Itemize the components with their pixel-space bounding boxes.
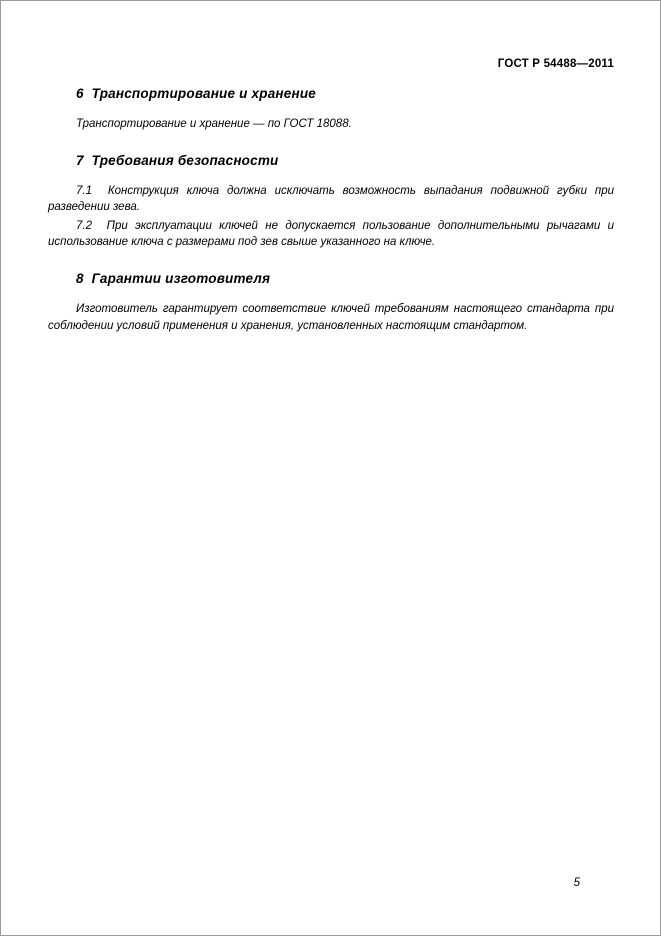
section-6-heading: 6 Транспортирование и хранение [76, 86, 316, 101]
section-6-paragraph: Транспортирование и хранение — по ГОСТ 18088. [76, 118, 352, 130]
document-number: ГОСТ Р 54488—2011 [497, 58, 614, 70]
section-7-paragraph-1: 7.1 Конструкция ключа должна исключать возможность выпадания подвижной губки при разведении зева. [48, 185, 614, 214]
document-content [48, 86, 614, 334]
section-7-heading: 7 Требования безопасности [76, 153, 279, 169]
section-8-heading: 8 Гарантии изготовителя [76, 271, 271, 287]
section-8-paragraph: Изготовитель гарантирует соответствие ключей требованиям настоящего стандарта при соблюдении условий применения и хранения, установленных настоящим стандартом. [48, 303, 614, 332]
page-number: 5 [573, 877, 580, 889]
section-7-paragraph-2: 7.2 При эксплуатации ключей не допускается пользование дополнительными рычагами и использование ключа с размерами под зев свыше указанного на ключе. [48, 220, 614, 249]
